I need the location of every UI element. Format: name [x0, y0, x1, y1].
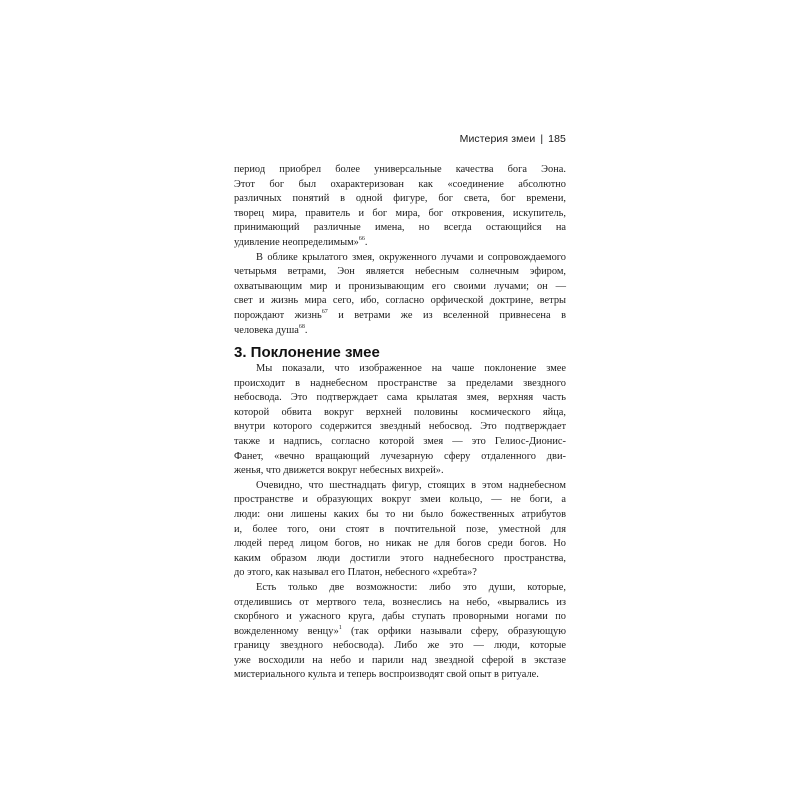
punctuation: . — [304, 324, 308, 336]
text-line: уже восходили на небо и парили над звездной сферой в экстазе — [234, 654, 566, 666]
text-segment: человека душа — [234, 324, 299, 336]
text-line: люди: они лишены каких бы то ни было божественных атрибутов — [234, 508, 566, 520]
text-line: женья, что движется вокруг небесных вихрей». — [234, 465, 444, 477]
text-segment: порождают жизнь — [234, 309, 322, 321]
text-line: скорбного и ужасного круга, дабы ступать проворными ногами по — [234, 611, 566, 623]
section-heading: 3. Поклонение змее — [234, 344, 380, 361]
text-line — [234, 236, 566, 251]
footnote-ref: 66 — [358, 235, 365, 242]
text-line: Очевидно, что шестнадцать фигур, стоящих в этом наднебесном — [256, 479, 566, 491]
text-line: свет и жизнь мира сего, ибо, согласно орфической доктрине, ветры — [234, 295, 566, 307]
paragraph-block-section — [234, 362, 566, 683]
text-line — [234, 625, 566, 640]
text-line: отделившись от мертвого тела, вознеслись на небо, «вырвались из — [234, 596, 566, 608]
text-line: творец мира, правитель и бог мира, бог откровения, искупитель, — [234, 207, 566, 219]
text-line — [234, 324, 566, 339]
text-line: различных понятий в одной фигуре, бог света, бог времени, — [234, 193, 566, 205]
quote-end-text: удивление неопределимым» — [234, 236, 359, 248]
footnote-ref: 67 — [321, 308, 328, 315]
header-separator: | — [540, 133, 544, 145]
text-segment: и ветрами же из вселенной привнесена в — [338, 309, 566, 321]
text-line: происходит в наднебесном пространстве за пределами звездного — [234, 377, 566, 389]
text-line: четырьмя ветрами, Эон является небесным солнечным эфиром, — [234, 266, 566, 278]
text-line: до этого, как называл его Платон, небесного «хребта»? — [234, 567, 477, 579]
footnote-ref: 68 — [298, 323, 305, 330]
page-number: 185 — [548, 133, 566, 145]
text-line: Мы показали, что изображенное на чаше поклонение змее — [256, 363, 566, 374]
text-line: принимающий различные имена, но всегда остающийся на — [234, 222, 566, 234]
text-line: пространстве и образующих вокруг змеи кольцо, — не боги, а — [234, 494, 566, 506]
text-line: небосвода. Это подтверждает сама крылатая змея, верхняя часть — [234, 392, 566, 404]
text-line: границу звездного небосвода). Либо же это — люди, которые — [234, 640, 566, 652]
text-line: Есть только две возможности: либо это души, которые, — [256, 581, 566, 593]
punctuation: . — [364, 236, 368, 248]
text-line: мистериального культа и теперь воспроизводят свой опыт в ритуале. — [234, 669, 539, 681]
footnote-ref: 1 — [338, 624, 342, 631]
text-line: которой обвита вокруг верхней половины космического яйца, — [234, 406, 566, 418]
text-line: каким образом люди достигли этого наднебесного пространства, — [234, 552, 566, 564]
text-segment: (так орфики называли сферу, образующую — [351, 625, 566, 637]
text-segment: вожделенному венцу» — [234, 625, 339, 637]
text-line: людей перед лицом богов, но никак не для богов среди богов. Но — [234, 538, 566, 550]
text-line: также и надпись, согласно которой змея — это Гелиос-Дионис- — [234, 435, 566, 447]
text-line: Фанет, «вечно вращающий лучезарную сферу отдаленного дви- — [234, 450, 566, 462]
running-title: Мистерия змеи — [459, 133, 536, 145]
running-header — [234, 133, 566, 145]
text-line: внутри которого содержится звездный небосвод. Это подтверждает — [234, 421, 566, 433]
text-line — [234, 309, 566, 324]
text-line: охватывающим мир и пронизывающим его своими лучами; он — — [234, 280, 566, 292]
text-line: и, более того, они стоят в почтительной позе, уместной для — [234, 523, 566, 535]
text-line: период приобрел более универсальные качества бога Эона. — [234, 164, 566, 175]
text-line: Этот бог был охарактеризован как «соединение абсолютно — [234, 178, 566, 190]
text-line: В облике крылатого змея, окруженного лучами и сопровождаемого — [256, 251, 566, 263]
paragraph-block-top — [234, 163, 566, 338]
